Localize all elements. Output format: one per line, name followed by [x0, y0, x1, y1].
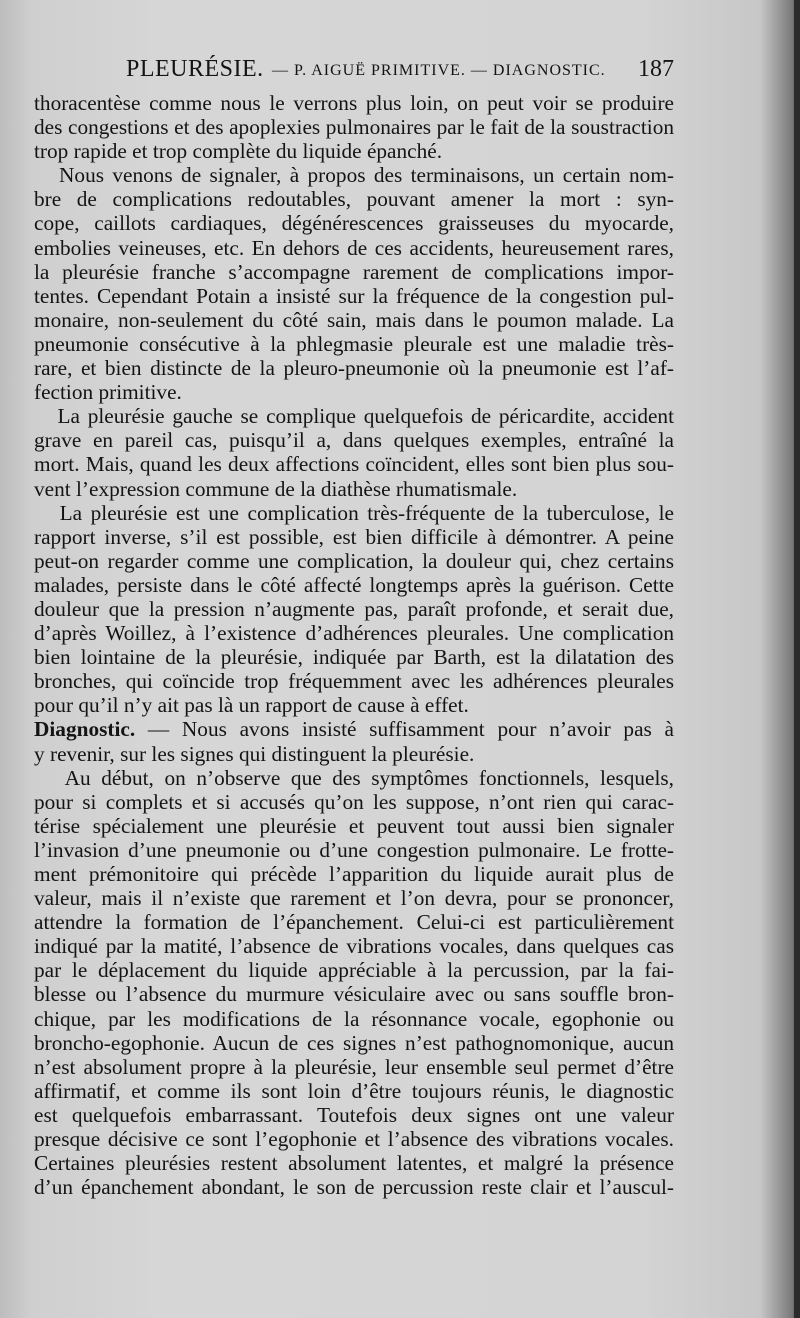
text-line	[34, 1151, 674, 1175]
text-line	[34, 91, 674, 115]
text-line	[34, 404, 674, 428]
text-line	[34, 693, 674, 717]
text-line-content: pneumonie consécutive à la phlegmasie pleurale est une maladie très-	[34, 331, 674, 356]
text-line	[34, 790, 674, 814]
text-line-content: fection primitive.	[34, 380, 182, 405]
text-line	[34, 1007, 674, 1031]
text-line-content: tentes. Cependant Potain a insisté sur la fréquence de la congestion pul-	[34, 283, 674, 308]
text-line-content: d’après Woillez, à l’existence d’adhérences pleurales. Une complication	[34, 621, 674, 646]
text-line-content: valeur, mais il n’existe que rarement et l’on devra, pour se prononcer,	[34, 886, 674, 911]
text-line	[34, 573, 674, 597]
text-line	[34, 597, 674, 621]
text-line-content: térise spécialement une pleurésie et peuvent tout aussi bien signaler	[34, 813, 674, 838]
text-line-content: rapport inverse, s’il est possible, est bien difficile à démontrer. A peine	[34, 524, 674, 549]
text-line	[34, 139, 674, 163]
text-line-content: monaire, non-seulement du côté sain, mais dans le poumon malade. La	[34, 307, 674, 332]
text-line-content: La pleurésie gauche se complique quelquefois de péricardite, accident	[34, 404, 674, 429]
text-line	[34, 525, 674, 549]
text-line	[34, 766, 674, 790]
text-line	[34, 1079, 674, 1103]
text-line	[34, 886, 674, 910]
text-line	[34, 982, 674, 1006]
text-line	[34, 1031, 674, 1055]
text-line	[34, 115, 674, 139]
text-line	[34, 549, 674, 573]
text-line	[34, 934, 674, 958]
text-line	[34, 356, 674, 380]
text-line	[34, 814, 674, 838]
header-subtitle: — P. AIGUË PRIMITIVE. — DIAGNOSTIC.	[272, 62, 606, 79]
text-line-content: broncho-egophonie. Aucun de ces signes n’est pathognomonique, aucun	[34, 1030, 674, 1055]
text-line	[34, 284, 674, 308]
text-line-content: embolies veineuses, etc. En dehors de ces accidents, heureusement rares,	[34, 235, 674, 260]
text-line-content: trop rapide et trop complète du liquide épanché.	[34, 139, 443, 164]
text-line	[34, 645, 674, 669]
text-line-content: attendre la formation de l’épanchement. Celui-ci est particulièrement	[34, 910, 674, 935]
text-line	[34, 477, 674, 501]
text-line-content: La pleurésie est une complication très-fréquente de la tuberculose, le	[34, 500, 674, 525]
text-line-content: douleur que la pression n’augmente pas, paraît profonde, et serait due,	[34, 596, 674, 621]
text-line-content: — Nous avons insisté suffisamment pour n’avoir pas à	[135, 717, 674, 742]
text-line-content: malades, persiste dans le côté affecté longtemps après la guérison. Cette	[34, 572, 674, 597]
text-line-content: bronches, qui coïncide trop fréquemment avec les adhérences pleurales	[34, 669, 674, 694]
text-line	[34, 1127, 674, 1151]
text-line	[34, 1055, 674, 1079]
text-line-content: des congestions et des apoplexies pulmonaires par le fait de la soustraction	[34, 115, 674, 140]
text-line-content: bien lointaine de la pleurésie, indiquée par Barth, est la dilatation des	[34, 645, 674, 670]
text-line-content: mort. Mais, quand les deux affections coïncident, elles sont bien plus sou-	[34, 452, 674, 477]
text-line	[34, 862, 674, 886]
text-line	[34, 838, 674, 862]
body-text	[34, 91, 674, 1199]
text-line	[34, 332, 674, 356]
text-line	[34, 163, 674, 187]
text-line-content: la pleurésie franche s’accompagne rarement de complications impor-	[34, 259, 674, 284]
text-line	[34, 910, 674, 934]
text-line	[34, 236, 674, 260]
text-line-content: indiqué par la matité, l’absence de vibrations vocales, dans quelques cas	[34, 934, 674, 959]
text-line	[34, 501, 674, 525]
text-line-content: affirmatif, et comme ils sont loin d’être toujours réunis, le diagnostic	[34, 1078, 674, 1103]
text-line	[34, 742, 674, 766]
text-line-content: y revenir, sur les signes qui distinguent la pleurésie.	[34, 741, 475, 766]
text-line-content: pour si complets et si accusés qu’on les suppose, n’ont rien qui carac-	[34, 789, 674, 814]
text-line-content: est quelquefois embarrassant. Toutefois deux signes ont une valeur	[34, 1102, 674, 1127]
text-line-content: Certaines pleurésies restent absolument latentes, et malgré la présence	[34, 1151, 674, 1176]
running-header	[34, 54, 674, 88]
text-line	[34, 717, 674, 741]
text-line	[34, 211, 674, 235]
page-number: 187	[638, 56, 674, 82]
text-line	[34, 669, 674, 693]
text-line	[34, 428, 674, 452]
text-line-content: par le déplacement du liquide appréciable à la percussion, par la fai-	[34, 958, 674, 983]
text-line-content: presque décisive ce sont l’egophonie et l’absence des vibrations vocales.	[34, 1127, 674, 1152]
page-edge-shadow	[794, 0, 800, 1318]
text-line-content: peut-on regarder comme une complication, la douleur qui, chez certains	[34, 548, 674, 573]
text-line-content: chique, par les modifications de la résonnance vocale, egophonie ou	[34, 1006, 674, 1031]
text-line	[34, 1103, 674, 1127]
text-line-content: cope, caillots cardiaques, dégénérescences graisseuses du myocarde,	[34, 211, 674, 236]
text-line	[34, 260, 674, 284]
text-line-content: blesse ou l’absence du murmure vésiculaire avec ou sans souffle bron-	[34, 982, 674, 1007]
text-line	[34, 452, 674, 476]
text-line-content: ment prémonitoire qui précède l’apparition du liquide aurait plus de	[34, 862, 674, 886]
text-line-content: vent l’expression commune de la diathèse rhumatismale.	[34, 476, 518, 501]
text-line-content: grave en pareil cas, puisqu’il a, dans quelques exemples, entraîné la	[34, 428, 674, 453]
text-line-content: thoracentèse comme nous le verrons plus loin, on peut voir se produire	[34, 91, 674, 115]
text-line-content: Nous venons de signaler, à propos des terminaisons, un certain nom-	[34, 163, 674, 188]
text-line	[34, 1175, 674, 1199]
text-line-content: l’invasion d’une pneumonie ou d’une congestion pulmonaire. Le frotte-	[34, 837, 674, 862]
text-line-content: d’un épanchement abondant, le son de percussion reste clair et l’auscul-	[34, 1175, 674, 1200]
text-line	[34, 187, 674, 211]
text-line-content: pour qu’il n’y ait pas là un rapport de cause à effet.	[34, 693, 469, 718]
text-line-content: Au début, on n’observe que des symptômes fonctionnels, lesquels,	[34, 765, 674, 790]
text-line	[34, 308, 674, 332]
section-heading: Diagnostic.	[34, 717, 136, 742]
header-title: PLEURÉSIE.	[126, 56, 264, 82]
text-line	[34, 380, 674, 404]
text-line-content: rare, et bien distincte de la pleuro-pneumonie où la pneumonie est l’af-	[34, 356, 674, 381]
text-line	[34, 621, 674, 645]
text-line-content: n’est absolument propre à la pleurésie, leur ensemble seul permet d’être	[34, 1054, 674, 1079]
text-line-content: bre de complications redoutables, pouvant amener la mort : syn-	[34, 187, 674, 212]
text-line	[34, 958, 674, 982]
